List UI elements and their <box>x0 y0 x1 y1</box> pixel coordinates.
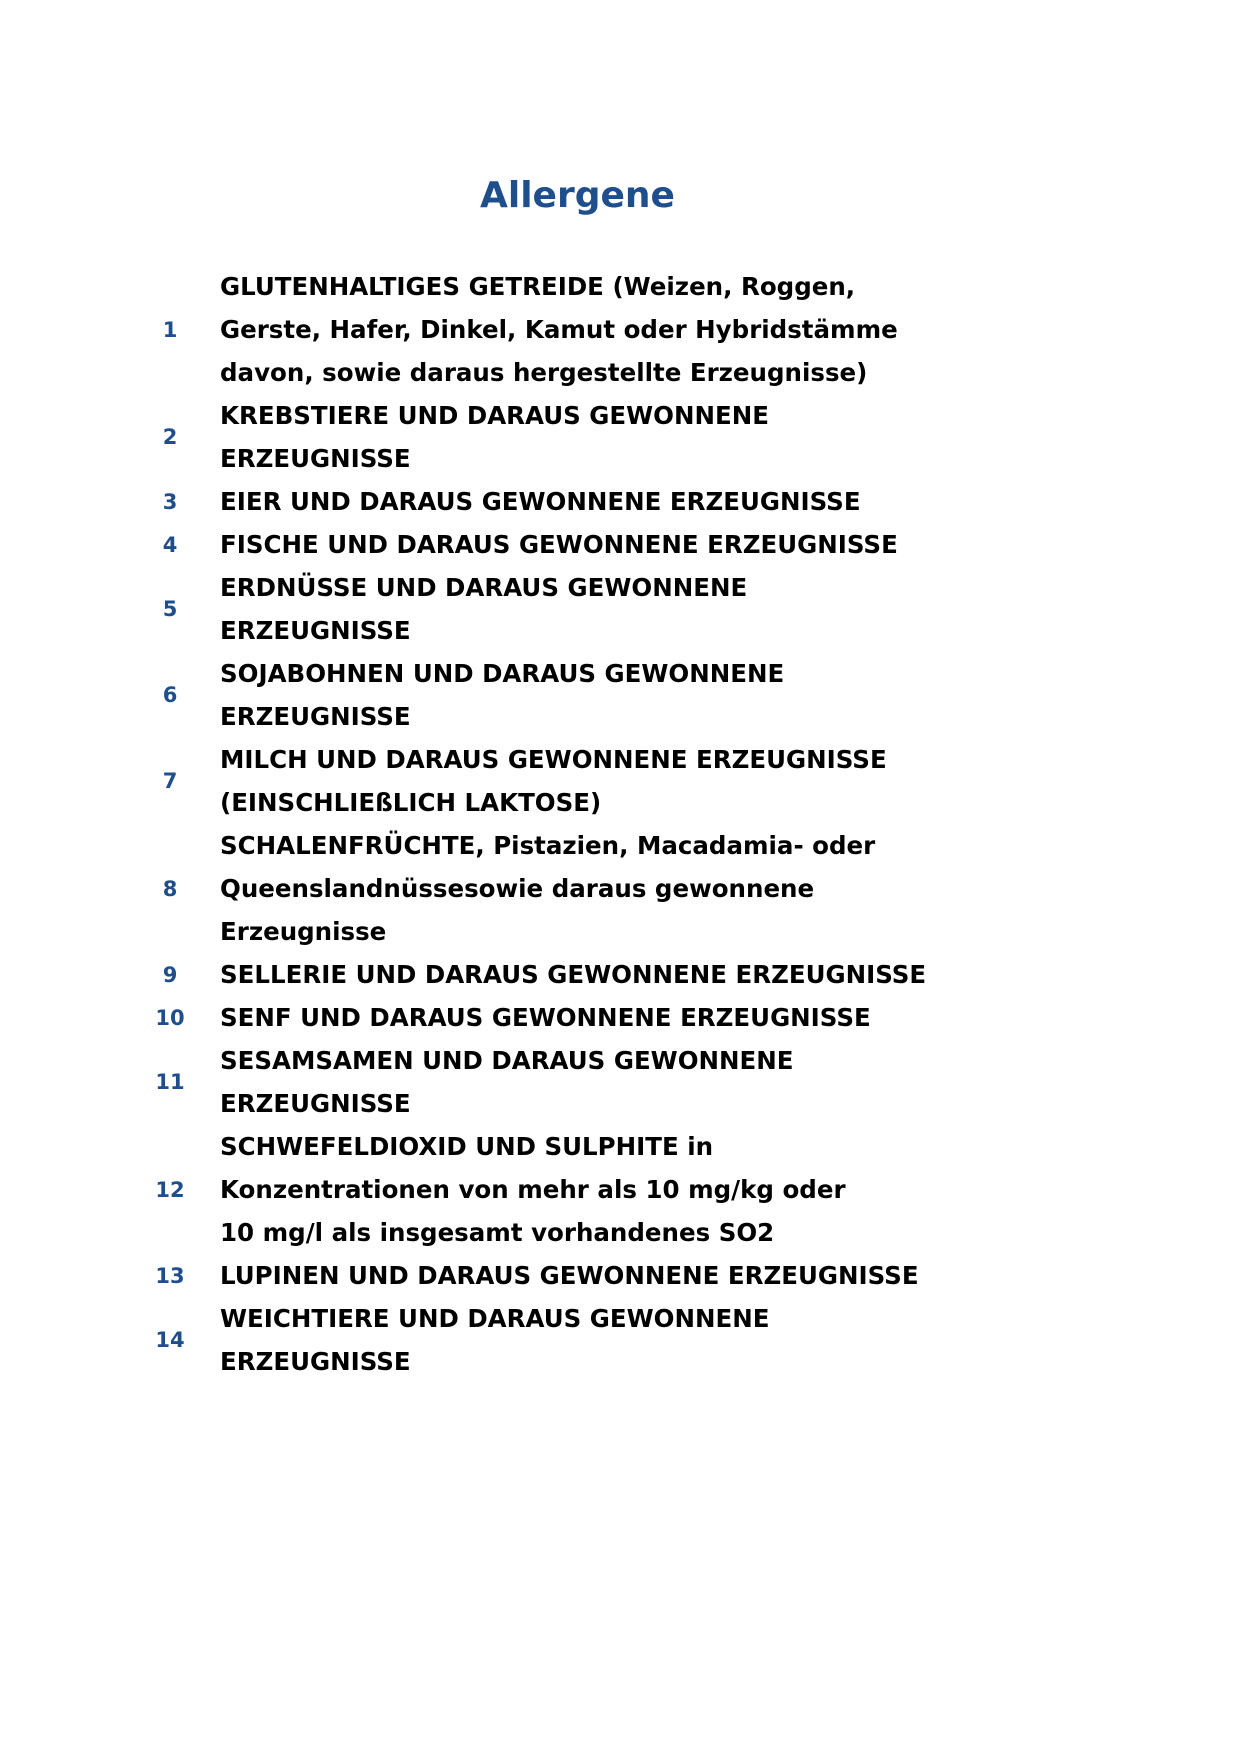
allergen-description-line: 10 mg/l als insgesamt vorhandenes SO2 <box>220 1218 775 1247</box>
allergen-number: 1 <box>162 317 178 342</box>
allergen-row <box>120 1039 980 1125</box>
allergen-row <box>120 1297 980 1383</box>
allergen-description-line: ERZEUGNISSE <box>220 702 411 731</box>
allergen-row <box>120 652 980 738</box>
allergen-description <box>220 1039 980 1125</box>
allergen-description-line: SELLERIE UND DARAUS GEWONNENE ERZEUGNISSE <box>220 960 927 989</box>
allergen-number: 11 <box>155 1070 185 1094</box>
allergen-row <box>120 996 980 1039</box>
allergen-description <box>220 480 980 523</box>
allergen-number: 9 <box>162 962 178 987</box>
allergen-number: 12 <box>155 1177 185 1202</box>
allergen-row <box>120 523 980 566</box>
allergen-description <box>220 1297 980 1383</box>
allergen-number: 6 <box>162 683 178 707</box>
allergen-number: 4 <box>162 532 178 557</box>
allergen-row <box>120 394 980 480</box>
allergen-description-line: LUPINEN UND DARAUS GEWONNENE ERZEUGNISSE <box>220 1261 919 1290</box>
allergen-description-line: ERZEUGNISSE <box>220 444 411 473</box>
allergen-description-line: Erzeugnisse <box>220 917 387 946</box>
allergen-description-line: (EINSCHLIEßLICH LAKTOSE) <box>220 788 602 817</box>
allergen-row <box>120 953 980 996</box>
allergen-number: 8 <box>162 876 178 901</box>
allergen-description <box>220 996 980 1039</box>
allergen-description-line: SCHWEFELDIOXID UND SULPHITE in <box>220 1132 714 1161</box>
allergen-description-line: Queenslandnüssesowie daraus gewonnene <box>220 874 815 903</box>
allergen-description-line: ERDNÜSSE UND DARAUS GEWONNENE <box>220 573 748 602</box>
allergen-description-line: ERZEUGNISSE <box>220 1347 411 1376</box>
allergen-number: 13 <box>155 1263 185 1288</box>
allergen-description <box>220 566 980 652</box>
allergen-description <box>220 523 980 566</box>
allergen-number: 10 <box>155 1005 185 1030</box>
allergen-description <box>220 1125 980 1254</box>
allergen-description <box>220 652 980 738</box>
allergen-list <box>120 265 980 1383</box>
allergen-description <box>220 265 980 394</box>
allergen-description <box>220 1254 980 1297</box>
allergen-row <box>120 1125 980 1254</box>
allergen-row <box>120 265 980 394</box>
allergen-number: 5 <box>162 597 178 621</box>
allergen-description-line: EIER UND DARAUS GEWONNENE ERZEUGNISSE <box>220 487 861 516</box>
allergen-description-line: MILCH UND DARAUS GEWONNENE ERZEUGNISSE <box>220 745 887 774</box>
allergen-row <box>120 824 980 953</box>
allergen-description-line: Gerste, Hafer, Dinkel, Kamut oder Hybridstämme <box>220 315 898 344</box>
allergen-description-line: Konzentrationen von mehr als 10 mg/kg oder <box>220 1175 846 1204</box>
allergen-description-line: SENF UND DARAUS GEWONNENE ERZEUGNISSE <box>220 1003 871 1032</box>
allergen-row <box>120 738 980 824</box>
allergen-number: 2 <box>162 425 178 449</box>
allergen-number: 14 <box>155 1328 185 1352</box>
page-title: Allergene <box>480 175 675 217</box>
allergen-description <box>220 738 980 824</box>
allergen-row <box>120 480 980 523</box>
allergen-description-line: ERZEUGNISSE <box>220 616 411 645</box>
allergen-description <box>220 824 980 953</box>
allergen-number: 3 <box>162 489 178 514</box>
allergen-description-line: SCHALENFRÜCHTE, Pistazien, Macadamia- oder <box>220 831 876 860</box>
allergen-row <box>120 566 980 652</box>
allergen-description-line: WEICHTIERE UND DARAUS GEWONNENE <box>220 1304 770 1333</box>
allergen-description-line: FISCHE UND DARAUS GEWONNENE ERZEUGNISSE <box>220 530 898 559</box>
allergen-description <box>220 953 980 996</box>
allergen-description-line: GLUTENHALTIGES GETREIDE (Weizen, Roggen, <box>220 272 856 301</box>
allergen-description-line: davon, sowie daraus hergestellte Erzeugnisse) <box>220 358 868 387</box>
allergen-description-line: SESAMSAMEN UND DARAUS GEWONNENE <box>220 1046 794 1075</box>
allergen-description-line: ERZEUGNISSE <box>220 1089 411 1118</box>
allergen-description <box>220 394 980 480</box>
allergen-row <box>120 1254 980 1297</box>
allergen-number: 7 <box>162 769 178 793</box>
allergen-description-line: KREBSTIERE UND DARAUS GEWONNENE <box>220 401 769 430</box>
allergen-description-line: SOJABOHNEN UND DARAUS GEWONNENE <box>220 659 785 688</box>
